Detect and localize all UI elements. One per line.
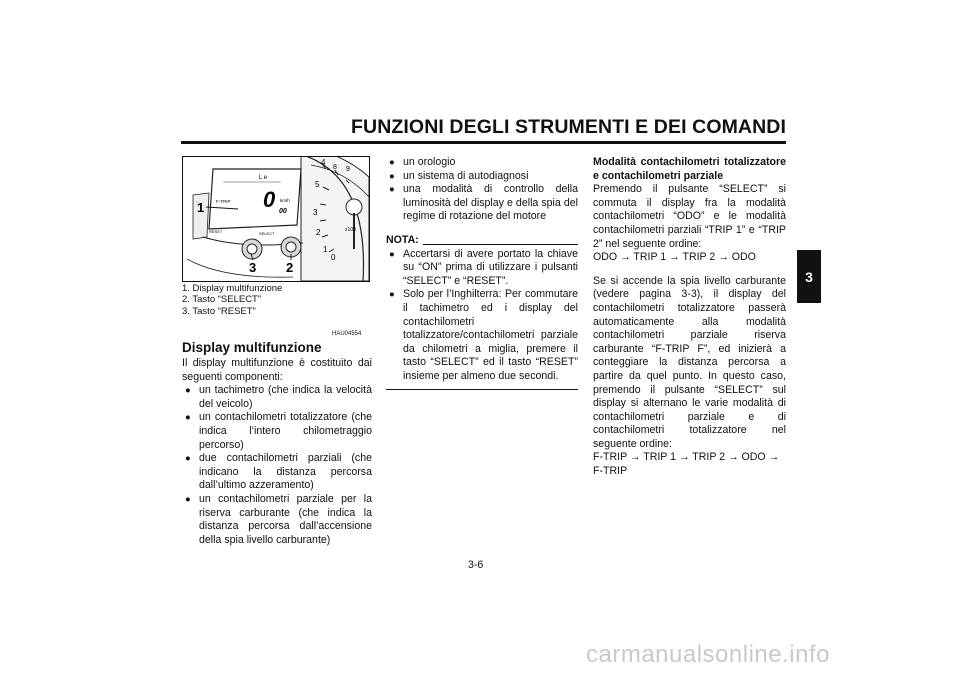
nota-item: ● Accertarsi di avere portato la chiave su “ON” prima di utilizzare i pulsanti “SELECT” e “RESET”. xyxy=(386,248,578,289)
fuel-indicator-text: L e xyxy=(259,175,268,181)
gauge-number: 2 xyxy=(316,228,321,237)
list-item: ● due contachilometri parziali (che indicano la distanza percorsa dall’ultimo azzeramento) xyxy=(182,452,372,493)
nota-rule xyxy=(423,244,578,245)
reset-label: RESET xyxy=(209,229,223,234)
component-list-continued xyxy=(386,156,578,224)
intro-paragraph: Il display multifunzione è costituito dai seguenti componenti: xyxy=(182,357,372,383)
column-3 xyxy=(593,156,786,479)
nota-header xyxy=(386,234,578,248)
list-item: ● un contachilometri totalizzatore (che indica l’intero chilometraggio percorso) xyxy=(182,411,372,452)
odo-digits: 00 xyxy=(279,208,287,215)
modes-subtitle: Modalità contachilometri totalizzatore e contachilometri parziale xyxy=(593,156,786,182)
caption-item: 3. Tasto “RESET” xyxy=(182,305,256,317)
watermark-text: carmanualsonline.info xyxy=(586,641,830,668)
mode-sequence-1: ODO → TRIP 1 → TRIP 2 → ODO xyxy=(593,251,756,264)
gauge-number: 8 xyxy=(333,164,337,171)
gauge-number: 9 xyxy=(346,166,350,173)
nota-end-rule xyxy=(386,389,578,390)
modes-paragraph-2: Se si accende la spia livello carburante (vedere pagina 3-3), il display del contachilometri totalizzatore passerà automaticamente alla modalità contachilometri parziale riserva carburante “F-TRIP F”, ed inizierà a conteggiare la distanza percorsa a partire da quel punto. In questo caso, premendo il pulsante “SELECT” sul display si alternano le varie modalità di contachilometri parziale e di contachilometri totalizzatore nel seguente ordine: xyxy=(593,274,786,450)
ftrip-text: F-TRIP xyxy=(216,199,231,204)
page-header-title: FUNZIONI DEGLI STRUMENTI E DEI COMANDI xyxy=(351,116,786,138)
caption-item: 1. Display multifunzione xyxy=(182,283,283,294)
reference-code: HAU04554 xyxy=(332,331,362,337)
gauge-number: 3 xyxy=(313,208,318,217)
instrument-panel-figure xyxy=(182,156,370,282)
nota-list xyxy=(386,248,578,384)
select-label: SELECT xyxy=(259,231,275,236)
column-1 xyxy=(182,357,372,547)
component-list xyxy=(182,384,372,547)
instrument-panel-illustration xyxy=(183,157,369,281)
callout-1: 1 xyxy=(197,200,205,215)
list-item: ● un tachimetro (che indica la velocità del veicolo) xyxy=(182,384,372,411)
caption-item: 2. Tasto “SELECT” xyxy=(182,294,262,306)
list-item: ● un contachilometri parziale per la riserva carburante (che indica la distanza percorsa dall’accensione della spia livello carburante) xyxy=(182,493,372,547)
callout-2: 2 xyxy=(286,260,294,275)
gauge-number: 4 xyxy=(321,158,326,167)
gauge-number: 5 xyxy=(315,180,320,189)
mode-sequence-2: F-TRIP → TRIP 1 → TRIP 2 → ODO → F-TRIP xyxy=(593,451,780,478)
list-item: ● un sistema di autodiagnosi xyxy=(386,170,578,184)
figure-caption xyxy=(182,283,282,317)
header-rule xyxy=(181,141,786,144)
speed-unit: km/h xyxy=(280,198,290,203)
section-title: Display multifunzione xyxy=(182,340,322,355)
gauge-number: 0 xyxy=(331,253,336,262)
column-2 xyxy=(386,156,578,390)
paragraph-spacer xyxy=(593,265,786,275)
list-item: ● un orologio xyxy=(386,156,578,170)
x1000-label: x100 xyxy=(345,227,356,233)
callout-3: 3 xyxy=(249,260,257,275)
list-item: ● una modalità di controllo della luminosità del display e della spia del regime di rotazione del motore xyxy=(386,183,578,224)
gauge-number: 1 xyxy=(323,245,328,254)
page-number: 3-6 xyxy=(468,559,484,571)
nota-label: NOTA: xyxy=(386,233,419,246)
speed-digit: 0 xyxy=(263,187,276,212)
chapter-tab: 3 xyxy=(797,250,821,303)
modes-paragraph-1: Premendo il pulsante “SELECT” si commuta il display fra la modalità contachilometri “ODO” e le modalità contachilometri parziali “TRIP 1” e “TRIP 2” nel seguente ordine: xyxy=(593,183,786,250)
nota-item: ● Solo per l’Inghilterra: Per commutare il tachimetro ed i display del contachilometri totalizzatore/contachilometri parziale da chilometri a miglia, premere il tasto “SELECT” ed il tasto “RESET” insieme per almeno due secondi. xyxy=(386,288,578,383)
